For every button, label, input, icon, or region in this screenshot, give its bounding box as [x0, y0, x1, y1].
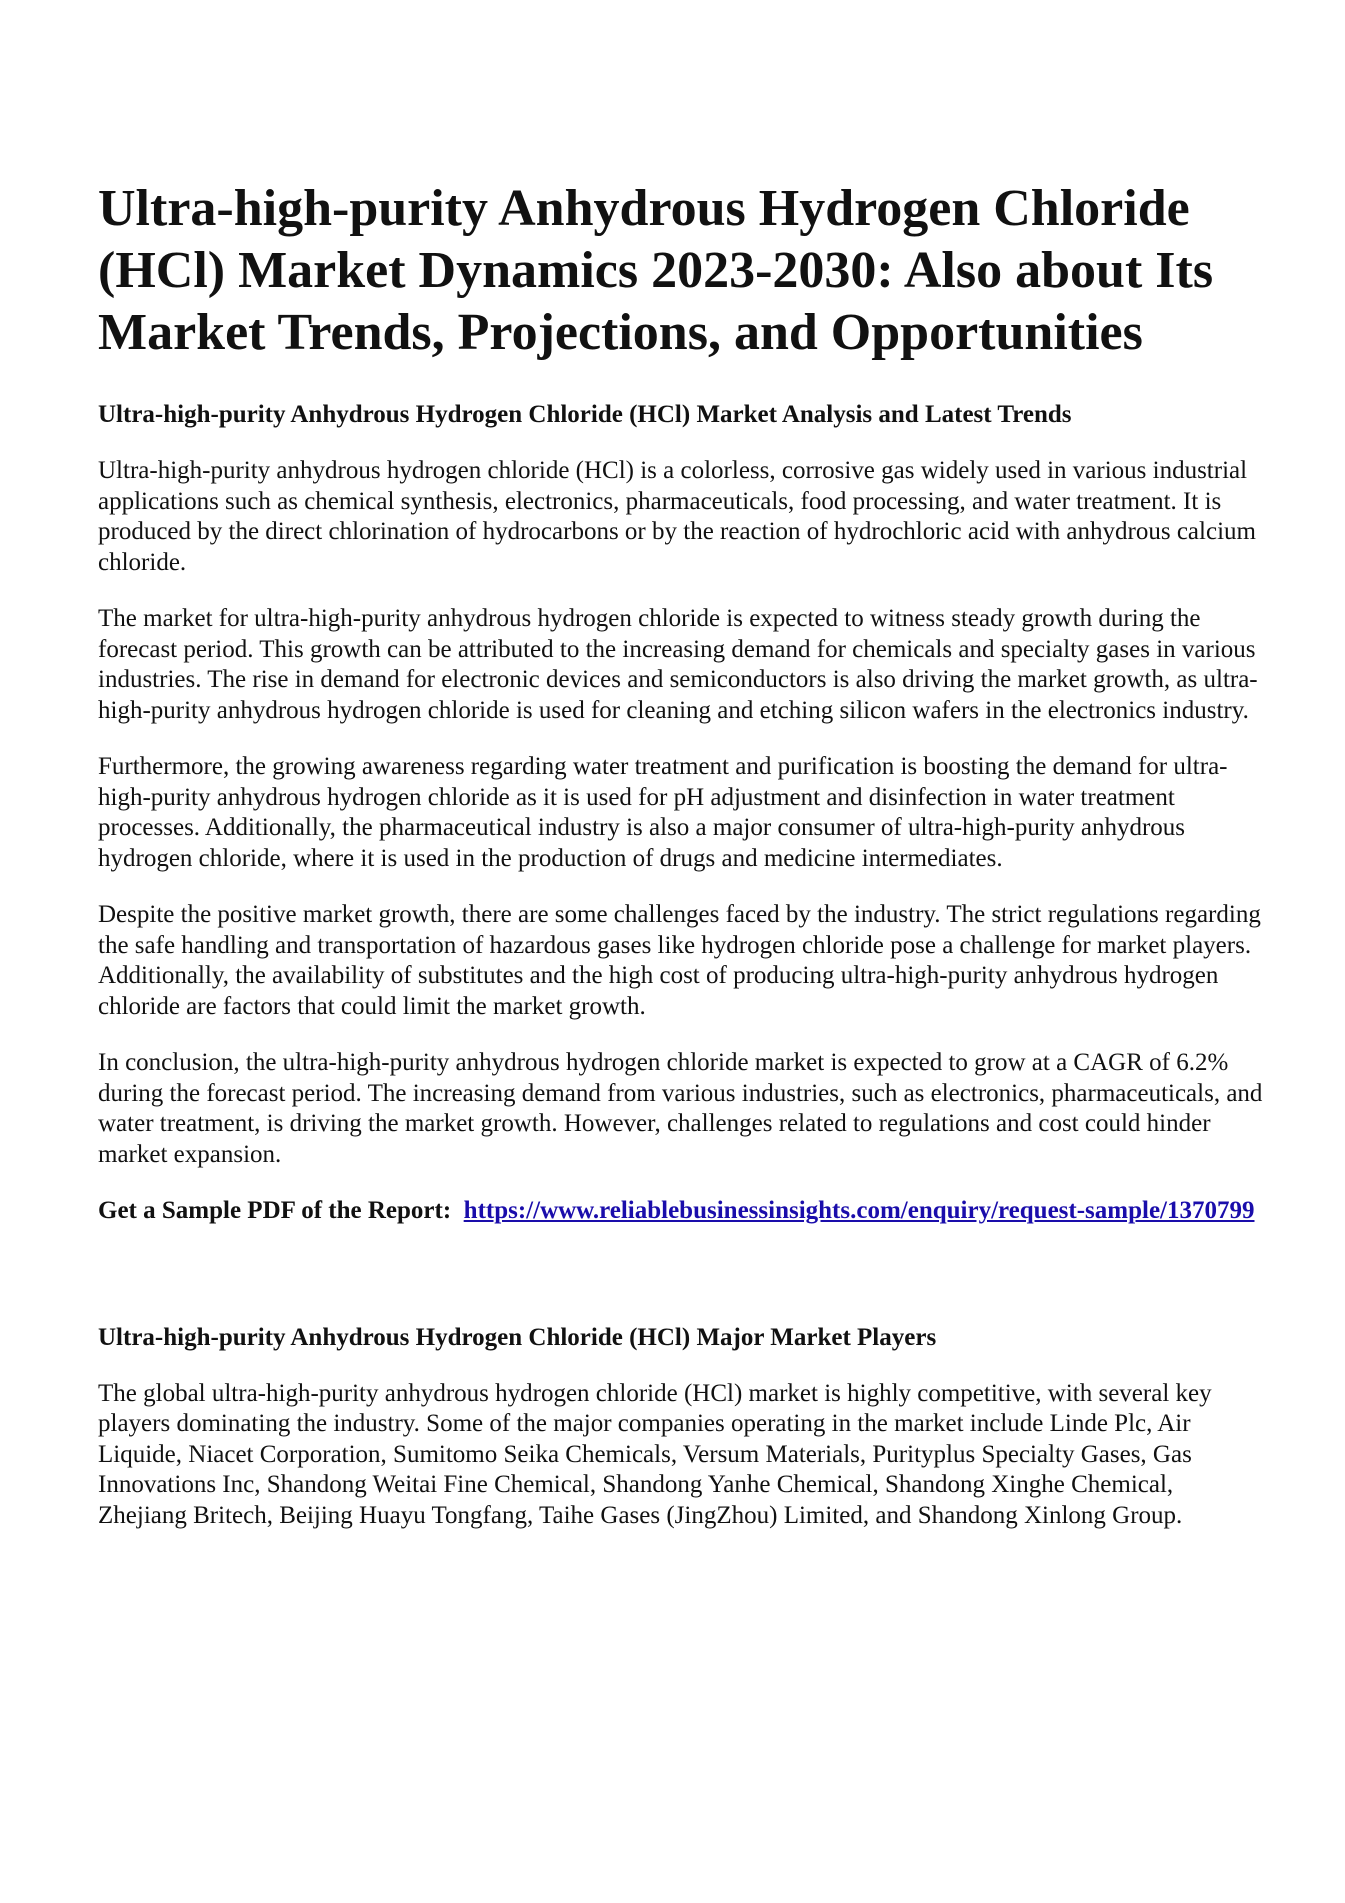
paragraph-challenges: Despite the positive market growth, there are some challenges faced by the industry. The strict regulations regarding the safe handling and transportation of hazardous gases like hydrogen chloride pose a challenge for market players. Additionally, the availability of substitutes and the high cost of producing ultra-high-purity anhydrous hydrogen chloride are factors that could limit the market growth.: [98, 901, 1261, 1020]
players-heading: Ultra-high-purity Anhydrous Hydrogen Chloride (HCl) Major Market Players: [98, 1323, 937, 1351]
paragraph-players: The global ultra-high-purity anhydrous hydrogen chloride (HCl) market is highly competitive, with several key players dominating the industry. Some of the major companies operating in the market include Linde Plc, Air Liquide, Niacet Corporation, Sumitomo Seika Chemicals, Versum Materials, Purityplus Specialty Gases, Gas Innovations Inc, Shandong Weitai Fine Chemical, Shandong Yanhe Chemical, Shandong Xinghe Chemical, Zhejiang Britech, Beijing Huayu Tongfang, Taihe Gases (JingZhou) Limited, and Shandong Xinlong Group.: [98, 1379, 1212, 1529]
page-title: Ultra-high-purity Anhydrous Hydrogen Chloride (HCl) Market Dynamics 2023-2030: Also about Its Market Trends, Projections, and Opportunities: [98, 180, 1214, 361]
analysis-heading: Ultra-high-purity Anhydrous Hydrogen Chloride (HCl) Market Analysis and Latest Trends: [98, 401, 1072, 428]
sample-pdf-link[interactable]: https://www.reliablebusinessinsights.com/enquiry/request-sample/1370799: [463, 1197, 1255, 1224]
sample-pdf-line: [98, 1196, 1268, 1227]
paragraph-conclusion: In conclusion, the ultra-high-purity anhydrous hydrogen chloride market is expected to grow at a CAGR of 6.2% during the forecast period. The increasing demand from various industries, such as electronics, pharmaceuticals, and water treatment, is driving the market growth. However, challenges related to regulations and cost could hinder market expansion.: [98, 1049, 1263, 1168]
sample-pdf-label: Get a Sample PDF of the Report:: [98, 1197, 452, 1224]
paragraph-overview: Ultra-high-purity anhydrous hydrogen chloride (HCl) is a colorless, corrosive gas widely used in various industrial applications such as chemical synthesis, electronics, pharmaceuticals, food processing, and water treatment. It is produced by the direct chlorination of hydrocarbons or by the reaction of hydrochloric acid with anhydrous calcium chloride.: [98, 457, 1256, 576]
document-page: [98, 178, 1268, 1557]
paragraph-growth: The market for ultra-high-purity anhydrous hydrogen chloride is expected to witness steady growth during the forecast period. This growth can be attributed to the increasing demand for chemicals and specialty gases in various industries. The rise in demand for electronic devices and semiconductors is also driving the market growth, as ultra-high-purity anhydrous hydrogen chloride is used for cleaning and etching silicon wafers in the electronics industry.: [98, 605, 1258, 724]
paragraph-water-treatment: Furthermore, the growing awareness regarding water treatment and purification is boosting the demand for ultra-high-purity anhydrous hydrogen chloride as it is used for pH adjustment and disinfection in water treatment processes. Additionally, the pharmaceutical industry is also a major consumer of ultra-high-purity anhydrous hydrogen chloride, where it is used in the production of drugs and medicine intermediates.: [98, 753, 1228, 872]
